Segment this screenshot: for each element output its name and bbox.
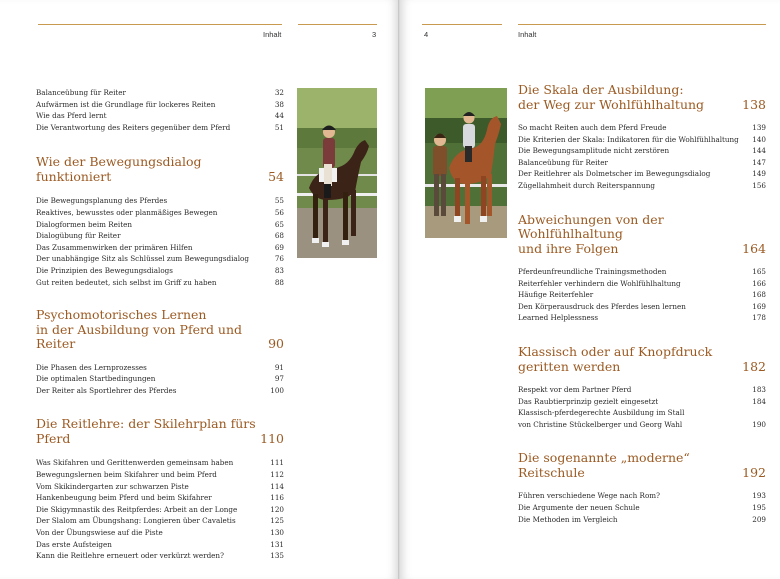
header-rule (422, 24, 502, 25)
chapter-heading (518, 213, 766, 257)
chapter-page: 90 (268, 336, 284, 352)
entry-page: 55 (274, 196, 284, 206)
toc-entry (518, 407, 766, 419)
toc-entry (36, 539, 284, 551)
entry-page (750, 407, 766, 419)
toc-entry (518, 157, 766, 169)
chapter-heading (518, 83, 766, 112)
toc-entry (36, 504, 284, 516)
entry-page: 135 (270, 551, 284, 561)
entry-page: 125 (270, 516, 284, 526)
entry-page: 178 (752, 313, 766, 323)
toc-entry (518, 502, 766, 514)
chapter-page: 182 (742, 358, 766, 374)
entry-title: Der Slalom am Übungshang: Longieren über Cavaletis (36, 516, 236, 526)
entry-page: 76 (274, 254, 284, 264)
chapter-page: 54 (268, 168, 284, 184)
toc-entry (518, 122, 766, 134)
toc-entry (518, 134, 766, 146)
chapter-heading (36, 417, 284, 446)
entry-title: Balanceübung für Reiter (36, 88, 126, 97)
chapter-page: 192 (742, 464, 766, 480)
toc-entry (36, 242, 284, 254)
entry-title: Der unabhängige Sitz als Schlüssel zum Bewegungsdialog (36, 254, 249, 264)
header-rule (298, 24, 377, 25)
entry-page: 193 (752, 491, 766, 501)
header-label: Inhalt (263, 30, 282, 39)
entry-page: 32 (274, 88, 284, 97)
entry-title: Klassisch-pferdegerechte Ausbildung im Stall (518, 408, 685, 418)
entry-title: Häufige Reiterfehler (518, 290, 594, 300)
toc-entry (36, 481, 284, 493)
toc-entry (518, 278, 766, 290)
entry-title: Die Verantwortung des Reiters gegenüber dem Pferd (36, 122, 231, 132)
chapter-title: Abweichungen von der Wohlfühlhaltung und ihre Folgen (518, 211, 664, 256)
entry-page: 144 (752, 146, 766, 156)
chapter (36, 155, 284, 288)
entry-title: Bewegungslernen beim Skifahrer und beim Pferd (36, 470, 217, 479)
entry-title: Balanceübung für Reiter (518, 157, 608, 167)
toc-entry (518, 384, 766, 396)
toc-entry (36, 110, 284, 122)
chapter (518, 345, 766, 430)
chapter-entries (518, 490, 766, 525)
chapter-entries (36, 457, 284, 561)
toc-entry (36, 230, 284, 242)
chapter-entries (518, 122, 766, 192)
entry-title: Vom Skikindergarten zur schwarzen Piste (36, 481, 189, 491)
entry-page: 91 (274, 362, 284, 372)
toc-entry (36, 362, 284, 374)
entry-title: Die Skigymnastik des Reitpferdes: Arbeit an der Longe (36, 504, 238, 514)
entry-title: Learned Helplessness (518, 313, 599, 323)
page-number: 4 (424, 30, 429, 39)
entry-title: Die Methoden im Vergleich (518, 514, 618, 524)
entry-title: Dialogformen beim Reiten (36, 219, 132, 229)
horse-handling-photo (425, 88, 507, 238)
toc-entry (36, 122, 284, 134)
page-number: 3 (372, 30, 377, 39)
toc-entry (36, 373, 284, 385)
toc-entry (518, 266, 766, 278)
toc-entry (36, 492, 284, 504)
entry-page: 195 (752, 503, 766, 512)
entry-title: Die optimalen Startbedingungen (36, 374, 156, 384)
entry-page: 130 (270, 527, 284, 537)
toc-entry (36, 207, 284, 219)
entry-page: 56 (274, 207, 284, 217)
toc-entry (36, 457, 284, 469)
entry-page: 114 (270, 481, 284, 491)
entry-page: 169 (752, 301, 766, 311)
chapter (36, 417, 284, 561)
toc-entry (36, 195, 284, 207)
header-rule (38, 24, 282, 25)
entry-page: 65 (274, 219, 284, 229)
entry-title: Pferdeunfreundliche Trainingsmethoden (518, 267, 667, 277)
toc-entry (518, 514, 766, 526)
entry-title: von Christine Stückelberger und Georg Wahl (518, 419, 683, 429)
entry-title: Was Skifahren und Gerittenwerden gemeinsam haben (36, 458, 234, 468)
entry-page: 168 (752, 290, 766, 300)
chapter-title: Klassisch oder auf Knopfdruck geritten werden (518, 344, 713, 374)
chapter-heading (36, 155, 284, 184)
toc-entry (36, 265, 284, 277)
chapter-entries (518, 266, 766, 324)
entry-page: 166 (752, 278, 766, 288)
chapter-title: Wie der Bewegungsdialog funktioniert (36, 154, 202, 184)
entry-title: Zügellahmheit durch Reiterspannung (518, 180, 655, 190)
intro-entries (36, 87, 284, 133)
entry-title: Gut reiten bedeutet, sich selbst im Griff zu haben (36, 277, 217, 287)
toc-entry (36, 253, 284, 265)
header-label: Inhalt (518, 30, 537, 39)
entry-page: 100 (270, 385, 284, 395)
toc-entry (518, 145, 766, 157)
toc-entry (36, 515, 284, 527)
entry-title: Kann die Reitlehre erneuert oder verkürzt werden? (36, 551, 224, 561)
entry-page: 156 (752, 180, 766, 190)
entry-page: 44 (274, 111, 284, 121)
toc-entry (36, 99, 284, 111)
toc-entry (518, 180, 766, 192)
entry-title: Der Reitlehrer als Dolmetscher im Bewegungsdialog (518, 169, 711, 179)
chapter-page: 138 (742, 96, 766, 112)
horse-trainers-illustration (425, 88, 507, 238)
toc-entry (518, 301, 766, 313)
entry-title: Den Körperausdruck des Pferdes lesen lernen (518, 301, 686, 311)
entry-title: Die Bewegungsplanung des Pferdes (36, 196, 168, 206)
entry-page: 131 (270, 539, 284, 549)
chapter-entries (518, 384, 766, 430)
chapter-heading (518, 451, 766, 480)
entry-title: Die Kriterien der Skala: Indikatoren für die Wohlfühlhaltung (518, 134, 739, 144)
entry-page: 183 (752, 385, 766, 395)
toc-entry (36, 219, 284, 231)
right-page (400, 0, 780, 579)
entry-title: Das Zusammenwirken der primären Hilfen (36, 242, 193, 252)
toc-entry (518, 168, 766, 180)
entry-page: 97 (274, 374, 284, 384)
toc-entry (36, 527, 284, 539)
entry-title: Die Prinzipien des Bewegungsdialogs (36, 265, 173, 275)
horse-rider-illustration (297, 88, 377, 258)
header-rule (518, 24, 766, 25)
entry-title: Führen verschiedene Wege nach Rom? (518, 491, 660, 501)
entry-page: 120 (270, 504, 284, 514)
entry-page: 68 (274, 231, 284, 241)
entry-page: 111 (270, 458, 284, 468)
chapter-entries (36, 362, 284, 397)
entry-title: Wie das Pferd lernt (36, 111, 107, 121)
chapter (36, 308, 284, 396)
toc-entry (518, 289, 766, 301)
entry-page: 190 (752, 419, 766, 429)
entry-page: 149 (752, 169, 766, 179)
entry-page: 209 (752, 514, 766, 524)
entry-title: Reaktives, bewusstes oder planmäßiges Bewegen (36, 207, 218, 217)
toc-entry (36, 385, 284, 397)
toc-entry (518, 419, 766, 431)
dressage-rider-photo (297, 88, 377, 258)
toc-entry (518, 312, 766, 324)
entry-page: 184 (752, 396, 766, 406)
entry-page: 38 (274, 99, 284, 109)
entry-title: Der Reiter als Sportlehrer des Pferdes (36, 385, 177, 395)
entry-title: Dialogübung für Reiter (36, 231, 121, 241)
entry-title: Das Raubtierprinzip gezielt eingesetzt (518, 396, 659, 406)
chapter-title: Die Skala der Ausbildung: der Weg zur Wohlfühlhaltung (518, 82, 705, 112)
entry-page: 83 (274, 265, 284, 275)
toc-entry (518, 396, 766, 408)
entry-page: 69 (274, 242, 284, 252)
toc-entry (36, 87, 284, 99)
entry-page: 112 (270, 470, 284, 479)
entry-title: Hankenbeugung beim Pferd und beim Skifahrer (36, 493, 212, 503)
chapter-title: Psychomotorisches Lernen in der Ausbildung von Pferd und Reiter (36, 307, 243, 352)
toc-entry (36, 550, 284, 562)
chapter-entries (36, 195, 284, 288)
entry-title: Die Argumente der neuen Schule (518, 503, 640, 512)
chapter-title: Die Reitlehre: der Skilehrplan fürs Pferd (36, 416, 256, 446)
chapter (518, 451, 766, 525)
toc-left (36, 87, 284, 562)
entry-page: 51 (274, 122, 284, 132)
entry-page: 140 (752, 134, 766, 144)
entry-title: Respekt vor dem Partner Pferd (518, 385, 632, 395)
chapter-heading (36, 308, 284, 352)
chapter (518, 213, 766, 324)
entry-title: Die Bewegungsamplitude nicht zerstören (518, 146, 670, 156)
entry-title: Reiterfehler verhindern die Wohlfühlhaltung (518, 278, 681, 288)
toc-entry (518, 490, 766, 502)
entry-page: 147 (752, 157, 766, 167)
entry-page: 116 (270, 493, 284, 503)
chapter-title: Die sogenannte „moderne“ Reitschule (518, 450, 690, 480)
entry-page: 139 (752, 123, 766, 132)
entry-title: Von der Übungswiese auf die Piste (36, 527, 163, 537)
chapter-heading (518, 345, 766, 374)
toc-entry (36, 277, 284, 289)
entry-title: Aufwärmen ist die Grundlage für lockeres Reiten (36, 99, 216, 109)
entry-page: 88 (274, 277, 284, 287)
entry-title: So macht Reiten auch dem Pferd Freude (518, 123, 667, 132)
entry-title: Die Phasen des Lernprozesses (36, 362, 147, 372)
entry-page: 165 (752, 267, 766, 277)
toc-right (518, 83, 766, 525)
chapter-page: 164 (742, 240, 766, 256)
chapter (518, 83, 766, 192)
entry-title: Das erste Aufsteigen (36, 539, 112, 549)
toc-entry (36, 469, 284, 481)
chapter-page: 110 (260, 430, 284, 446)
